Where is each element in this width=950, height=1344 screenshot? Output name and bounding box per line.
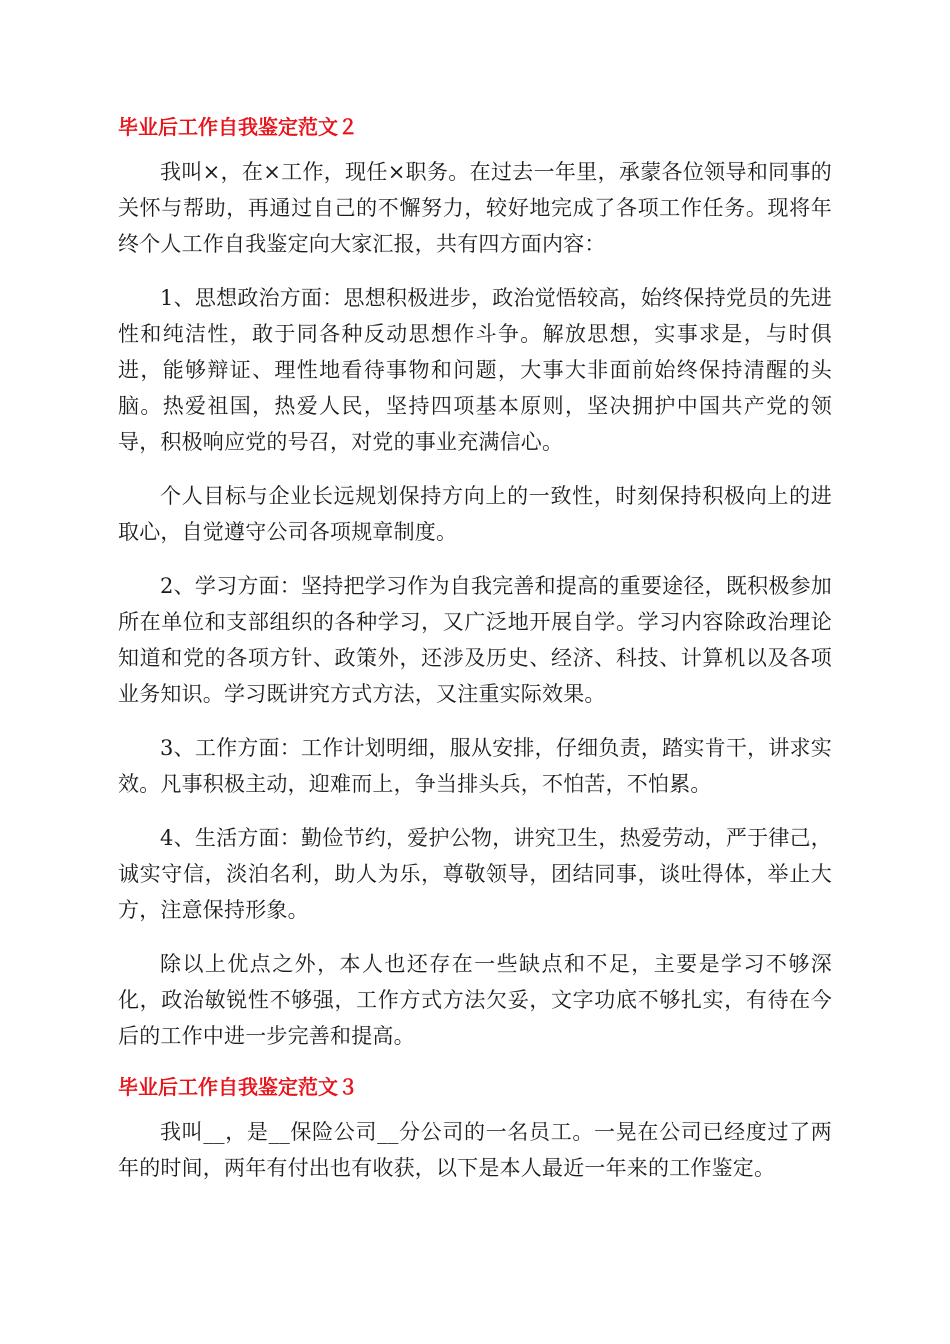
paragraph-personal-goal: 个人目标与企业长远规划保持方向上的一致性，时刻保持积极向上的进取心，自觉遵守公司各项规章制度。 [118,484,832,544]
paragraph-life: 4、生活方面：勤俭节约，爱护公物，讲究卫生，热爱劳动，严于律己，诚实守信，淡泊名利，助人为乐，尊敬领导，团结同事，谈吐得体，举止大方，注意保持形象。 [118,826,832,922]
paragraph-work: 3、工作方面：工作计划明细，服从安排，仔细负责，踏实肯干，讲求实效。凡事积极主动，迎难而上，争当排头兵，不怕苦，不怕累。 [118,736,832,796]
paragraph-intro: 我叫×，在×工作，现任×职务。在过去一年里，承蒙各位领导和同事的关怀与帮助，再通过自己的不懈努力，较好地完成了各项工作任务。现将年终个人工作自我鉴定向大家汇报，共有四方面内容： [118,160,832,256]
section-heading-3: 毕业后工作自我鉴定范文３ [118,1075,358,1099]
paragraph-study: 2、学习方面：坚持把学习作为自我完善和提高的重要途径，既积极参加所在单位和支部组织的各种学习，又广泛地开展自学。学习内容除政治理论知道和党的各项方针、政策外，还涉及历史、经济、科技、计算机以及各项业务知识。学习既讲究方式方法，又注重实际效果。 [118,574,832,706]
section-heading-2: 毕业后工作自我鉴定范文２ [118,115,358,139]
paragraph-intro-3: 我叫__，是__保险公司__分公司的一名员工。一晃在公司已经度过了两年的时间，两年有付出也有收获，以下是本人最近一年来的工作鉴定。 [118,1120,832,1180]
paragraph-shortcomings: 除以上优点之外，本人也还存在一些缺点和不足，主要是学习不够深化，政治敏锐性不够强，工作方式方法欠妥，文字功底不够扎实，有待在今后的工作中进一步完善和提高。 [118,952,832,1048]
paragraph-political: 1、思想政治方面：思想积极进步，政治觉悟较高，始终保持党员的先进性和纯洁性，敢于同各种反动思想作斗争。解放思想，实事求是，与时俱进，能够辩证、理性地看待事物和问题，大事大非面前始终保持清醒的头脑。热爱祖国，热爱人民，坚持四项基本原则，坚决拥护中国共产党的领导，积极响应党的号召，对党的事业充满信心。 [118,286,832,454]
